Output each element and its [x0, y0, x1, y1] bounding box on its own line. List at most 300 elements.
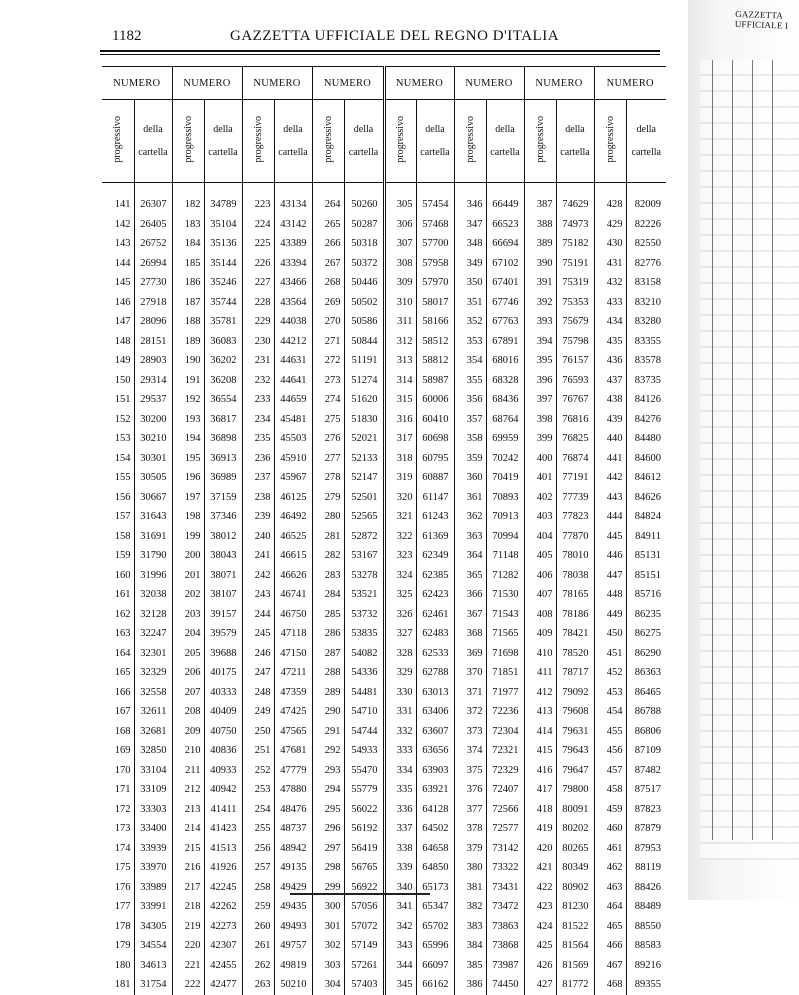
spacer-cell	[384, 183, 416, 196]
progressivo-cell: 276	[312, 429, 344, 449]
cartella-cell: 28151	[134, 332, 172, 352]
spacer-cell	[594, 183, 626, 196]
cartella-cell: 79647	[556, 761, 594, 781]
cartella-cell: 57261	[344, 956, 384, 976]
cartella-cell: 50210	[274, 975, 312, 995]
progressivo-label: progressivo	[252, 116, 264, 163]
cartella-cell: 80265	[556, 839, 594, 859]
progressivo-cell: 166	[114, 686, 131, 698]
cartella-cell: 72236	[486, 702, 524, 722]
cartella-cell: 82776	[626, 254, 666, 274]
progressivo-cell: 368	[454, 624, 486, 644]
progressivo-cell: 176	[114, 881, 131, 893]
progressivo-cell: 402	[524, 488, 556, 508]
cartella-cell: 35104	[204, 215, 242, 235]
progressivo-cell: 350	[454, 273, 486, 293]
progressivo-cell: 444	[594, 507, 626, 527]
progressivo-cell: 187	[172, 293, 204, 313]
cartella-cell: 49819	[274, 956, 312, 976]
cartella-cell: 32128	[134, 605, 172, 625]
progressivo-cell: 342	[384, 917, 416, 937]
progressivo-cell: 419	[524, 819, 556, 839]
cartella-header	[134, 100, 172, 183]
cartella-cell: 86806	[626, 722, 666, 742]
progressivo-cell: 330	[384, 683, 416, 703]
numero-header: NUMERO	[242, 67, 312, 100]
table-row	[102, 936, 666, 956]
cartella-cell: 47425	[274, 702, 312, 722]
progressivo-cell: 192	[172, 390, 204, 410]
cartella-cell: 56922	[344, 878, 384, 898]
progressivo-header	[242, 100, 274, 183]
cartella-cell: 32038	[134, 585, 172, 605]
table-row	[102, 605, 666, 625]
progressivo-label: progressivo	[112, 116, 124, 163]
progressivo-cell: 310	[384, 293, 416, 313]
cartella-cell: 57700	[416, 234, 454, 254]
progressivo-cell: 199	[172, 527, 204, 547]
progressivo-cell: 280	[312, 507, 344, 527]
cartella-cell: 84480	[626, 429, 666, 449]
progressivo-cell: 343	[384, 936, 416, 956]
cartella-cell: 70893	[486, 488, 524, 508]
cartella-header	[416, 100, 454, 183]
progressivo-cell: 289	[312, 683, 344, 703]
cartella-cell: 87109	[626, 741, 666, 761]
progressivo-cell: 324	[384, 566, 416, 586]
progressivo-cell: 313	[384, 351, 416, 371]
cartella-cell: 38071	[204, 566, 242, 586]
progressivo-cell: 453	[594, 683, 626, 703]
cartella-cell: 49135	[274, 858, 312, 878]
cartella-cell: 64128	[416, 800, 454, 820]
cartella-cell: 35744	[204, 293, 242, 313]
spacer-cell	[626, 183, 666, 196]
progressivo-cell: 207	[172, 683, 204, 703]
header-rule-thin	[100, 54, 660, 55]
cartella-cell: 78421	[556, 624, 594, 644]
progressivo-cell: 331	[384, 702, 416, 722]
cartella-cell: 35144	[204, 254, 242, 274]
cartella-cell: 42477	[204, 975, 242, 995]
progressivo-cell: 322	[384, 527, 416, 547]
adjacent-page-rule	[752, 60, 753, 840]
bottom-rule	[290, 893, 430, 895]
cartella-cell: 56419	[344, 839, 384, 859]
cartella-cell: 44038	[274, 312, 312, 332]
progressivo-cell: 398	[524, 410, 556, 430]
progressivo-cell: 336	[384, 800, 416, 820]
cartella-cell: 76593	[556, 371, 594, 391]
cartella-cell: 68436	[486, 390, 524, 410]
progressivo-cell: 452	[594, 663, 626, 683]
progressivo-cell: 335	[384, 780, 416, 800]
cartella-cell: 49757	[274, 936, 312, 956]
progressivo-cell: 200	[172, 546, 204, 566]
progressivo-cell: 201	[172, 566, 204, 586]
progressivo-cell: 333	[384, 741, 416, 761]
cartella-cell: 44641	[274, 371, 312, 391]
cartella-header	[486, 100, 524, 183]
cartella-cell: 76816	[556, 410, 594, 430]
cartella-cell: 79643	[556, 741, 594, 761]
cartella-cell: 84600	[626, 449, 666, 469]
progressivo-cell: 172	[114, 803, 131, 815]
cartella-cell: 73142	[486, 839, 524, 859]
progressivo-cell: 339	[384, 858, 416, 878]
progressivo-cell: 441	[594, 449, 626, 469]
table-row	[102, 273, 666, 293]
cartella-cell: 74450	[486, 975, 524, 995]
progressivo-cell: 394	[524, 332, 556, 352]
cartella-cell: 58987	[416, 371, 454, 391]
progressivo-cell: 459	[594, 800, 626, 820]
progressivo-cell: 357	[454, 410, 486, 430]
cartella-cell: 38107	[204, 585, 242, 605]
cartella-cell: 30301	[134, 449, 172, 469]
cartella-cell: 65173	[416, 878, 454, 898]
cartella-cell: 66162	[416, 975, 454, 995]
progressivo-cell: 214	[172, 819, 204, 839]
numero-header: NUMERO	[524, 67, 594, 100]
cartella-cell: 77870	[556, 527, 594, 547]
progressivo-cell: 191	[172, 371, 204, 391]
progressivo-cell: 290	[312, 702, 344, 722]
cartella-cell: 62461	[416, 605, 454, 625]
progressivo-cell: 202	[172, 585, 204, 605]
cartella-cell: 73472	[486, 897, 524, 917]
cartella-cell: 66523	[486, 215, 524, 235]
progressivo-cell: 348	[454, 234, 486, 254]
cartella-cell: 31790	[134, 546, 172, 566]
progressivo-label: progressivo	[395, 116, 406, 163]
progressivo-cell: 406	[524, 566, 556, 586]
cartella-cell: 79631	[556, 722, 594, 742]
progressivo-cell: 228	[242, 293, 274, 313]
cartella-cell: 80902	[556, 878, 594, 898]
cartella-cell: 36208	[204, 371, 242, 391]
progressivo-cell: 286	[312, 624, 344, 644]
progressivo-cell: 361	[454, 488, 486, 508]
cartella-cell: 60887	[416, 468, 454, 488]
cartella-cell: 85151	[626, 566, 666, 586]
cartella-cell: 54710	[344, 702, 384, 722]
progressivo-cell: 303	[312, 956, 344, 976]
cartella-cell: 71148	[486, 546, 524, 566]
progressivo-cell: 281	[312, 527, 344, 547]
cartella-cell: 81569	[556, 956, 594, 976]
progressivo-cell: 385	[454, 956, 486, 976]
cartella-cell: 54481	[344, 683, 384, 703]
progressivo-cell: 218	[172, 897, 204, 917]
progressivo-cell: 293	[312, 761, 344, 781]
progressivo-cell: 247	[242, 663, 274, 683]
della-label: della	[425, 124, 445, 135]
table-row	[102, 527, 666, 547]
della-label: della	[213, 124, 233, 135]
progressivo-cell: 427	[524, 975, 556, 995]
progressivo-cell: 315	[384, 390, 416, 410]
cartella-cell: 36989	[204, 468, 242, 488]
cartella-cell: 67763	[486, 312, 524, 332]
progressivo-cell: 366	[454, 585, 486, 605]
cartella-cell: 86363	[626, 663, 666, 683]
cartella-cell: 79608	[556, 702, 594, 722]
progressivo-cell: 213	[172, 800, 204, 820]
cartella-cell: 63903	[416, 761, 454, 781]
page-number: 1182	[112, 28, 142, 44]
cartella-cell: 54082	[344, 644, 384, 664]
cartella-cell: 87879	[626, 819, 666, 839]
cartella-cell: 79800	[556, 780, 594, 800]
cartella-cell: 89216	[626, 956, 666, 976]
cartella-cell: 50260	[344, 195, 384, 215]
progressivo-cell: 428	[594, 195, 626, 215]
cartella-cell: 70419	[486, 468, 524, 488]
progressivo-cell: 173	[114, 823, 131, 835]
cartella-cell: 39579	[204, 624, 242, 644]
table-row	[102, 429, 666, 449]
cartella-cell: 53278	[344, 566, 384, 586]
cartella-cell: 41411	[204, 800, 242, 820]
progressivo-cell: 177	[114, 901, 131, 913]
cartella-cell: 78520	[556, 644, 594, 664]
progressivo-cell: 163	[114, 628, 131, 640]
cartella-cell: 81230	[556, 897, 594, 917]
cartella-cell: 36083	[204, 332, 242, 352]
cartella-cell: 87482	[626, 761, 666, 781]
cartella-cell: 82226	[626, 215, 666, 235]
cartella-cell: 80202	[556, 819, 594, 839]
cartella-cell: 26405	[134, 215, 172, 235]
progressivo-cell: 179	[114, 940, 131, 952]
progressivo-cell: 304	[312, 975, 344, 995]
progressivo-cell: 244	[242, 605, 274, 625]
progressivo-cell: 370	[454, 663, 486, 683]
cartella-cell: 54933	[344, 741, 384, 761]
progressivo-cell: 319	[384, 468, 416, 488]
progressivo-cell: 183	[172, 215, 204, 235]
cartella-cell: 52133	[344, 449, 384, 469]
spacer-cell	[204, 183, 242, 196]
cartella-cell: 81772	[556, 975, 594, 995]
cartella-cell: 86465	[626, 683, 666, 703]
progressivo-cell: 278	[312, 468, 344, 488]
table-row	[102, 507, 666, 527]
cartella-cell: 52872	[344, 527, 384, 547]
cartella-cell: 76874	[556, 449, 594, 469]
cartella-cell: 55779	[344, 780, 384, 800]
cartella-cell: 82550	[626, 234, 666, 254]
progressivo-cell: 296	[312, 819, 344, 839]
della-label: della	[495, 124, 515, 135]
progressivo-cell: 418	[524, 800, 556, 820]
progressivo-cell: 365	[454, 566, 486, 586]
cartella-cell: 73431	[486, 878, 524, 898]
cartella-cell: 35781	[204, 312, 242, 332]
cartella-cell: 70242	[486, 449, 524, 469]
cartella-cell: 32558	[134, 683, 172, 703]
progressivo-cell: 403	[524, 507, 556, 527]
cartella-cell: 38012	[204, 527, 242, 547]
cartella-cell: 32247	[134, 624, 172, 644]
cartella-cell: 84824	[626, 507, 666, 527]
cartella-label: cartella	[420, 147, 450, 158]
cartella-cell: 62423	[416, 585, 454, 605]
cartella-cell: 73322	[486, 858, 524, 878]
cartella-cell: 26994	[134, 254, 172, 274]
cartella-cell: 75798	[556, 332, 594, 352]
progressivo-cell: 327	[384, 624, 416, 644]
cartella-cell: 34554	[134, 936, 172, 956]
adjacent-page-rule	[732, 60, 733, 840]
cartella-cell: 34789	[204, 195, 242, 215]
progressivo-cell: 311	[384, 312, 416, 332]
cartella-cell: 44631	[274, 351, 312, 371]
progressivo-cell: 380	[454, 858, 486, 878]
progressivo-cell: 237	[242, 468, 274, 488]
progressivo-cell: 381	[454, 878, 486, 898]
cartella-cell: 32681	[134, 722, 172, 742]
progressivo-cell: 312	[384, 332, 416, 352]
cartella-cell: 72407	[486, 780, 524, 800]
progressivo-cell: 240	[242, 527, 274, 547]
cartella-cell: 40409	[204, 702, 242, 722]
progressivo-cell: 442	[594, 468, 626, 488]
progressivo-cell: 161	[114, 589, 131, 601]
table-row	[102, 917, 666, 937]
cartella-cell: 32301	[134, 644, 172, 664]
cartella-cell: 39688	[204, 644, 242, 664]
table-row	[102, 488, 666, 508]
progressivo-cell: 443	[594, 488, 626, 508]
cartella-cell: 65347	[416, 897, 454, 917]
progressivo-cell: 386	[454, 975, 486, 995]
progressivo-cell: 232	[242, 371, 274, 391]
progressivo-cell: 423	[524, 897, 556, 917]
progressivo-cell: 235	[242, 429, 274, 449]
cartella-cell: 86788	[626, 702, 666, 722]
progressivo-cell: 451	[594, 644, 626, 664]
cartella-cell: 86235	[626, 605, 666, 625]
cartella-cell: 75191	[556, 254, 594, 274]
numero-header: NUMERO	[384, 67, 454, 100]
progressivo-cell: 320	[384, 488, 416, 508]
progressivo-cell: 390	[524, 254, 556, 274]
progressivo-cell: 284	[312, 585, 344, 605]
cartella-cell: 66097	[416, 956, 454, 976]
progressivo-cell: 391	[524, 273, 556, 293]
cartella-cell: 64502	[416, 819, 454, 839]
cartella-cell: 36554	[204, 390, 242, 410]
cartella-cell: 77739	[556, 488, 594, 508]
progressivo-cell: 250	[242, 722, 274, 742]
progressivo-cell: 294	[312, 780, 344, 800]
progressivo-cell: 190	[172, 351, 204, 371]
progressivo-cell: 241	[242, 546, 274, 566]
cartella-cell: 71543	[486, 605, 524, 625]
progressivo-cell: 195	[172, 449, 204, 469]
cartella-cell: 50502	[344, 293, 384, 313]
cartella-label: cartella	[348, 147, 379, 158]
table-row	[102, 546, 666, 566]
progressivo-cell: 158	[114, 530, 131, 542]
cartella-cell: 39157	[204, 605, 242, 625]
progressivo-cell: 167	[114, 706, 131, 718]
progressivo-cell: 354	[454, 351, 486, 371]
spacer-cell	[344, 183, 384, 196]
cartella-cell: 78038	[556, 566, 594, 586]
progressivo-cell: 234	[242, 410, 274, 430]
adjacent-page-rule	[772, 60, 773, 840]
spacer-cell	[172, 183, 204, 196]
progressivo-cell: 410	[524, 644, 556, 664]
progressivo-cell: 373	[454, 722, 486, 742]
progressivo-cell: 425	[524, 936, 556, 956]
cartella-cell: 40750	[204, 722, 242, 742]
cartella-cell: 44659	[274, 390, 312, 410]
progressivo-cell: 198	[172, 507, 204, 527]
progressivo-cell: 271	[312, 332, 344, 352]
cartella-cell: 83735	[626, 371, 666, 391]
cartella-cell: 52021	[344, 429, 384, 449]
progressivo-cell: 288	[312, 663, 344, 683]
spacer-cell	[454, 183, 486, 196]
progressivo-cell: 184	[172, 234, 204, 254]
cartella-cell: 41926	[204, 858, 242, 878]
progressivo-cell: 265	[312, 215, 344, 235]
cartella-cell: 71977	[486, 683, 524, 703]
progressivo-cell: 143	[114, 238, 131, 250]
cartella-cell: 70994	[486, 527, 524, 547]
progressivo-cell: 359	[454, 449, 486, 469]
cartella-cell: 46626	[274, 566, 312, 586]
progressivo-cell: 432	[594, 273, 626, 293]
cartella-cell: 70913	[486, 507, 524, 527]
cartella-cell: 50844	[344, 332, 384, 352]
cartella-cell: 47565	[274, 722, 312, 742]
progressivo-cell: 446	[594, 546, 626, 566]
progressivo-cell: 268	[312, 273, 344, 293]
table-row	[102, 351, 666, 371]
cartella-cell: 75353	[556, 293, 594, 313]
cartella-cell: 82009	[626, 195, 666, 215]
progressivo-cell: 146	[114, 296, 131, 308]
table-row	[102, 780, 666, 800]
progressivo-cell: 225	[242, 234, 274, 254]
cartella-cell: 42307	[204, 936, 242, 956]
cartella-label: cartella	[208, 147, 238, 158]
progressivo-cell: 215	[172, 839, 204, 859]
progressivo-cell: 217	[172, 878, 204, 898]
cartella-cell: 86290	[626, 644, 666, 664]
progressivo-cell: 236	[242, 449, 274, 469]
numero-header: NUMERO	[172, 67, 242, 100]
cartella-cell: 28096	[134, 312, 172, 332]
cartella-cell: 60410	[416, 410, 454, 430]
progressivo-cell: 291	[312, 722, 344, 742]
cartella-header	[626, 100, 666, 183]
numero-header: NUMERO	[454, 67, 524, 100]
table-row	[102, 585, 666, 605]
cartella-cell: 77823	[556, 507, 594, 527]
progressivo-cell: 185	[172, 254, 204, 274]
progressivo-cell: 156	[114, 491, 131, 503]
cartella-cell: 34613	[134, 956, 172, 976]
progressivo-cell: 364	[454, 546, 486, 566]
progressivo-cell: 221	[172, 956, 204, 976]
cartella-cell: 63921	[416, 780, 454, 800]
